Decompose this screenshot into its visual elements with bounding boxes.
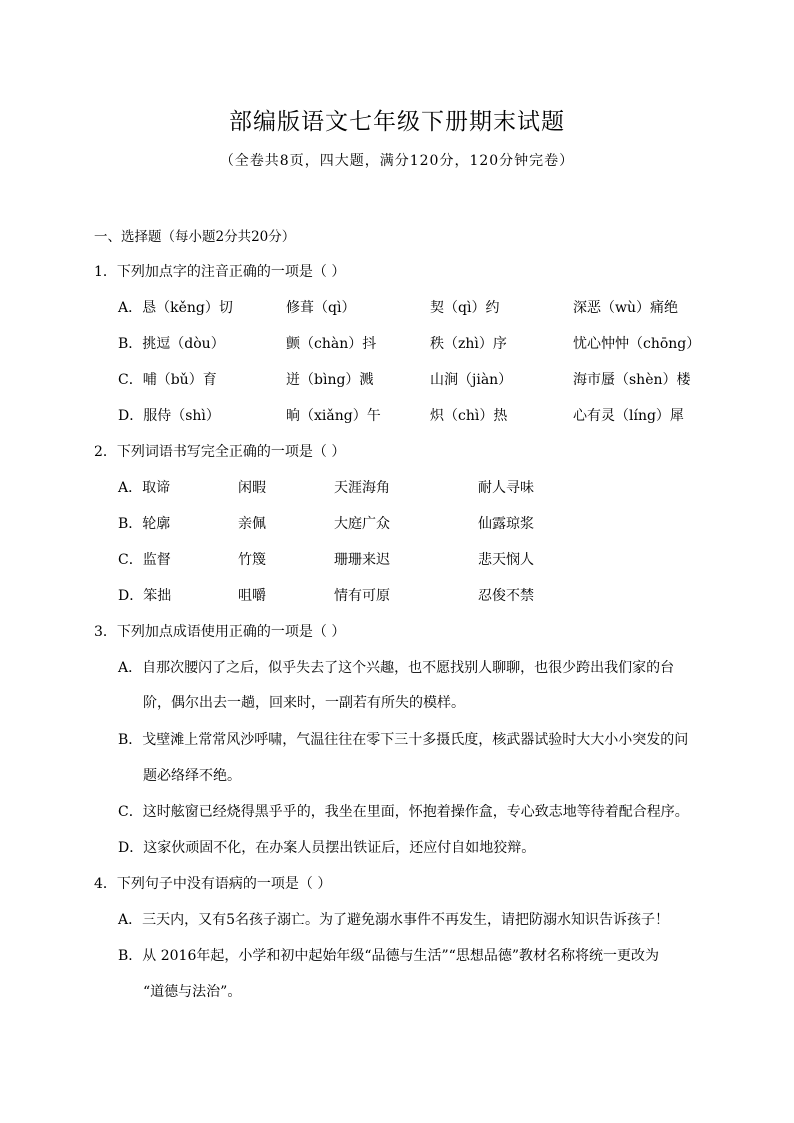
option-item: 炽（chì）热	[430, 408, 508, 424]
option-label: B．轮廓	[118, 516, 171, 532]
option-item: 深恶（wù）痛绝	[573, 300, 678, 316]
option-item: 晌（xiǎng）午	[286, 408, 381, 424]
option-label: D．笨拙	[118, 588, 172, 604]
option-item: 闲暇	[238, 480, 266, 496]
question-1-stem: 1．下列加点字的注音正确的一项是（ ）	[94, 264, 346, 280]
page-subtitle: （全卷共8页，四大题，满分120分，120分钟完卷）	[219, 153, 575, 169]
question-3-stem: 3．下列加点成语使用正确的一项是（ ）	[94, 624, 346, 640]
question-3-option-b: B．戈壁滩上常常风沙呼啸，气温往往在零下三十多摄氏度，核武器试验时大大小小突发的问	[118, 732, 689, 748]
question-3-option-a-cont: 阶，偶尔出去一趟，回来时，一副若有所失的模样。	[143, 695, 465, 711]
option-item: 山涧（jiàn）	[430, 372, 513, 388]
question-4-option-a: A．三天内，又有5名孩子溺亡。为了避免溺水事件不再发生，请把防溺水知识告诉孩子！	[118, 912, 670, 928]
option-item: 秩（zhì）序	[430, 336, 507, 352]
option-item: 颤（chàn）抖	[286, 336, 377, 352]
option-item: 竹篾	[238, 552, 266, 568]
option-item: 悲天悯人	[478, 552, 534, 568]
option-item: 天涯海角	[334, 480, 390, 496]
option-item: 珊珊来迟	[334, 552, 390, 568]
option-item: 迸（bìng）溅	[286, 372, 374, 388]
question-4-option-b-cont: “道德与法治”。	[143, 984, 242, 1000]
question-3-option-d: D．这家伙顽固不化，在办案人员摆出铁证后，还应付自如地狡辩。	[118, 840, 536, 856]
option-item: 海市蜃（shèn）楼	[573, 372, 691, 388]
question-3-option-c: C．这时舷窗已经烧得黑乎乎的，我坐在里面，怀抱着操作盒，专心致志地等待着配合程序。	[118, 804, 689, 820]
option-item: 修葺（qì）	[286, 300, 356, 316]
option-item: 大庭广众	[334, 516, 390, 532]
option-label: C．监督	[118, 552, 171, 568]
option-item: 咀嚼	[238, 588, 266, 604]
option-item: 情有可原	[334, 588, 390, 604]
option-label: A．取谛	[118, 480, 171, 496]
question-3-option-a: A．自那次腰闪了之后，似乎失去了这个兴趣，也不愿找别人聊聊，也很少跨出我们家的台	[118, 660, 675, 676]
option-item: 契（qì）约	[430, 300, 500, 316]
option-label: D．服侍（shì）	[118, 408, 220, 424]
option-item: 耐人寻味	[478, 480, 534, 496]
option-item: 亲佩	[238, 516, 266, 532]
option-item: 忧心忡忡（chōng）	[573, 336, 701, 352]
question-4-option-b: B．从 2016年起，小学和初中起始年级“品德与生活”“思想品德”教材名称将统一更改为	[118, 948, 659, 964]
option-label: A．恳（kěng）切	[118, 300, 233, 316]
page-title: 部编版语文七年级下册期末试题	[229, 109, 565, 135]
option-item: 心有灵（líng）犀	[573, 408, 684, 424]
section-heading: 一、选择题（每小题2分共20分）	[94, 229, 296, 245]
question-3-option-b-cont: 题必络绎不绝。	[143, 768, 241, 784]
question-4-stem: 4．下列句子中没有语病的一项是（ ）	[94, 876, 332, 892]
option-item: 忍俊不禁	[478, 588, 534, 604]
option-item: 仙露琼浆	[478, 516, 534, 532]
question-2-stem: 2．下列词语书写完全正确的一项是（ ）	[94, 444, 346, 460]
option-label: C．哺（bǔ）育	[118, 372, 217, 388]
option-label: B．挑逗（dòu）	[118, 336, 225, 352]
